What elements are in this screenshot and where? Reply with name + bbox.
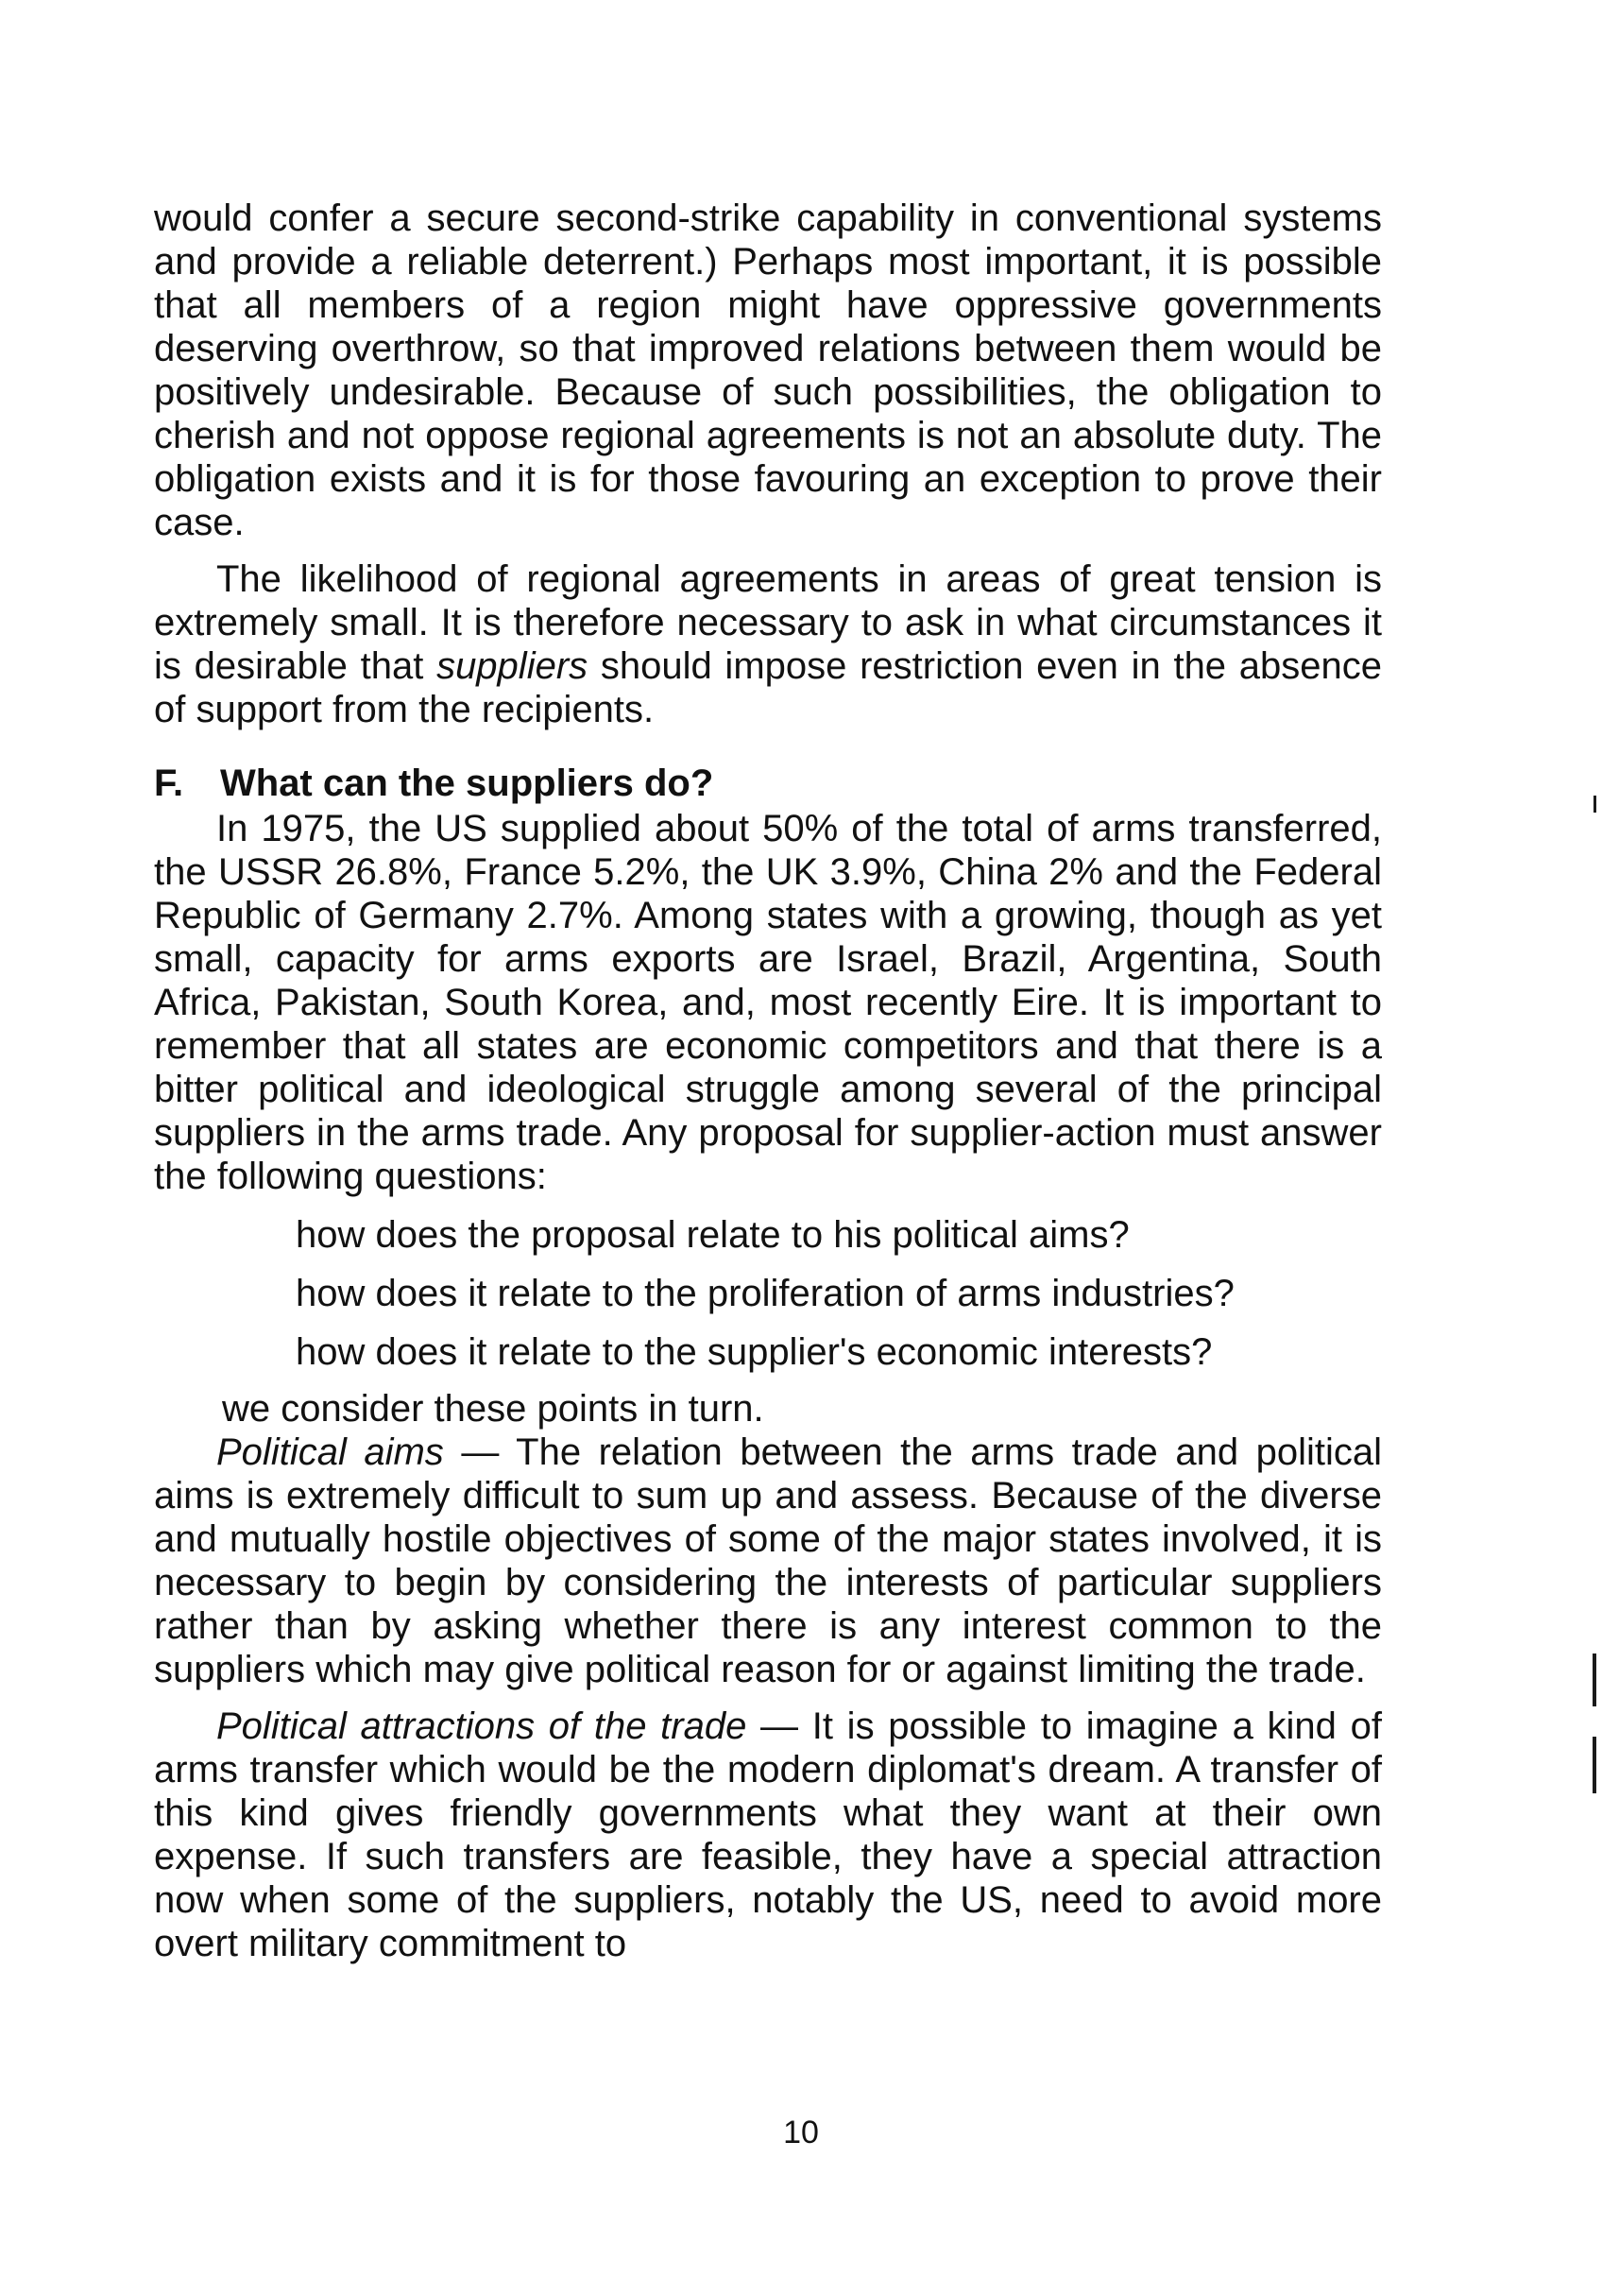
margin-mark-upper bbox=[1593, 1653, 1596, 1706]
section-title: What can the suppliers do? bbox=[220, 762, 714, 804]
section-heading bbox=[154, 762, 1382, 805]
margin-mark-lower bbox=[1593, 1737, 1596, 1793]
question-economic-interests: how does it relate to the supplier's economic interests? bbox=[296, 1331, 1213, 1373]
text-column bbox=[154, 197, 1382, 1965]
political-aims-dash: — bbox=[443, 1431, 517, 1473]
closing-line: we consider these points in turn. bbox=[222, 1388, 764, 1430]
paragraph-likelihood bbox=[154, 557, 1382, 731]
question-political-aims: how does the proposal relate to his political aims? bbox=[296, 1214, 1130, 1256]
paragraph-political-attractions bbox=[154, 1705, 1382, 1965]
political-aims-lead: Political aims bbox=[216, 1431, 444, 1473]
political-attractions-lead: Political attractions of the trade bbox=[216, 1705, 747, 1747]
political-attractions-body: It is possible to imagine a kind of arms transfer which would be the modern diplomat's dream. A transfer of this kind gives friendly governments what they want at their own expense. If such transfers are feasible, they have a special attraction now when some of the suppliers, notably the US, need to avoid more overt military commitment to bbox=[154, 1705, 1382, 1964]
question-proliferation: how does it relate to the proliferation of arms industries? bbox=[296, 1273, 1235, 1314]
paragraph-political-aims bbox=[154, 1431, 1382, 1691]
page-number: 10 bbox=[783, 2115, 819, 2150]
likelihood-text-after: should impose restriction even in the absence of support from the recipients. bbox=[154, 645, 1382, 730]
paragraph-suppliers: In 1975, the US supplied about 50% of the total of arms transferred, the USSR 26.8%, France 5.2%, the UK 3.9%, China 2% and the Federal Republic of Germany 2.7%. Among states with a growing, though as yet small, capacity for arms exports are Israel, Brazil, Argentina, South Africa, Pakistan, South Korea, and, most recently Eire. It is important to remember that all states are economic competitors and that there is a bitter political and ideological struggle among several of the principal suppliers in the arms trade. Any proposal for supplier-action must answer the following questions: bbox=[154, 808, 1382, 1197]
political-attractions-dash: — bbox=[746, 1705, 812, 1747]
political-aims-body: The relation between the arms trade and political aims is extremely difficult to sum up and assess. Because of the diverse and mutually hostile objectives of some of the major states involved, it is necessary to begin by considering the interests of particular suppliers rather than by asking whether there is any interest common to the suppliers which may give political reason for or against limiting the trade. bbox=[154, 1431, 1382, 1690]
likelihood-text-before: The likelihood of regional agreements in areas of great tension is extremely small. It is therefore necessary to ask in what circumstances it is desirable that bbox=[154, 558, 1382, 687]
paragraph-continuation: would confer a secure second-strike capability in conventional systems and provide a reliable deterrent.) Perhaps most important, it is possible that all members of a region might have oppressive governments deserving overthrow, so that improved relations between them would be positively undesirable. Because of such possibilities, the obligation to cherish and not oppose regional agreements is not an absolute duty. The obligation exists and it is for those favouring an exception to prove their case. bbox=[154, 197, 1382, 543]
section-letter: F. bbox=[154, 762, 184, 804]
margin-mark-small bbox=[1593, 796, 1596, 813]
suppliers-emphasis: suppliers bbox=[436, 645, 588, 687]
